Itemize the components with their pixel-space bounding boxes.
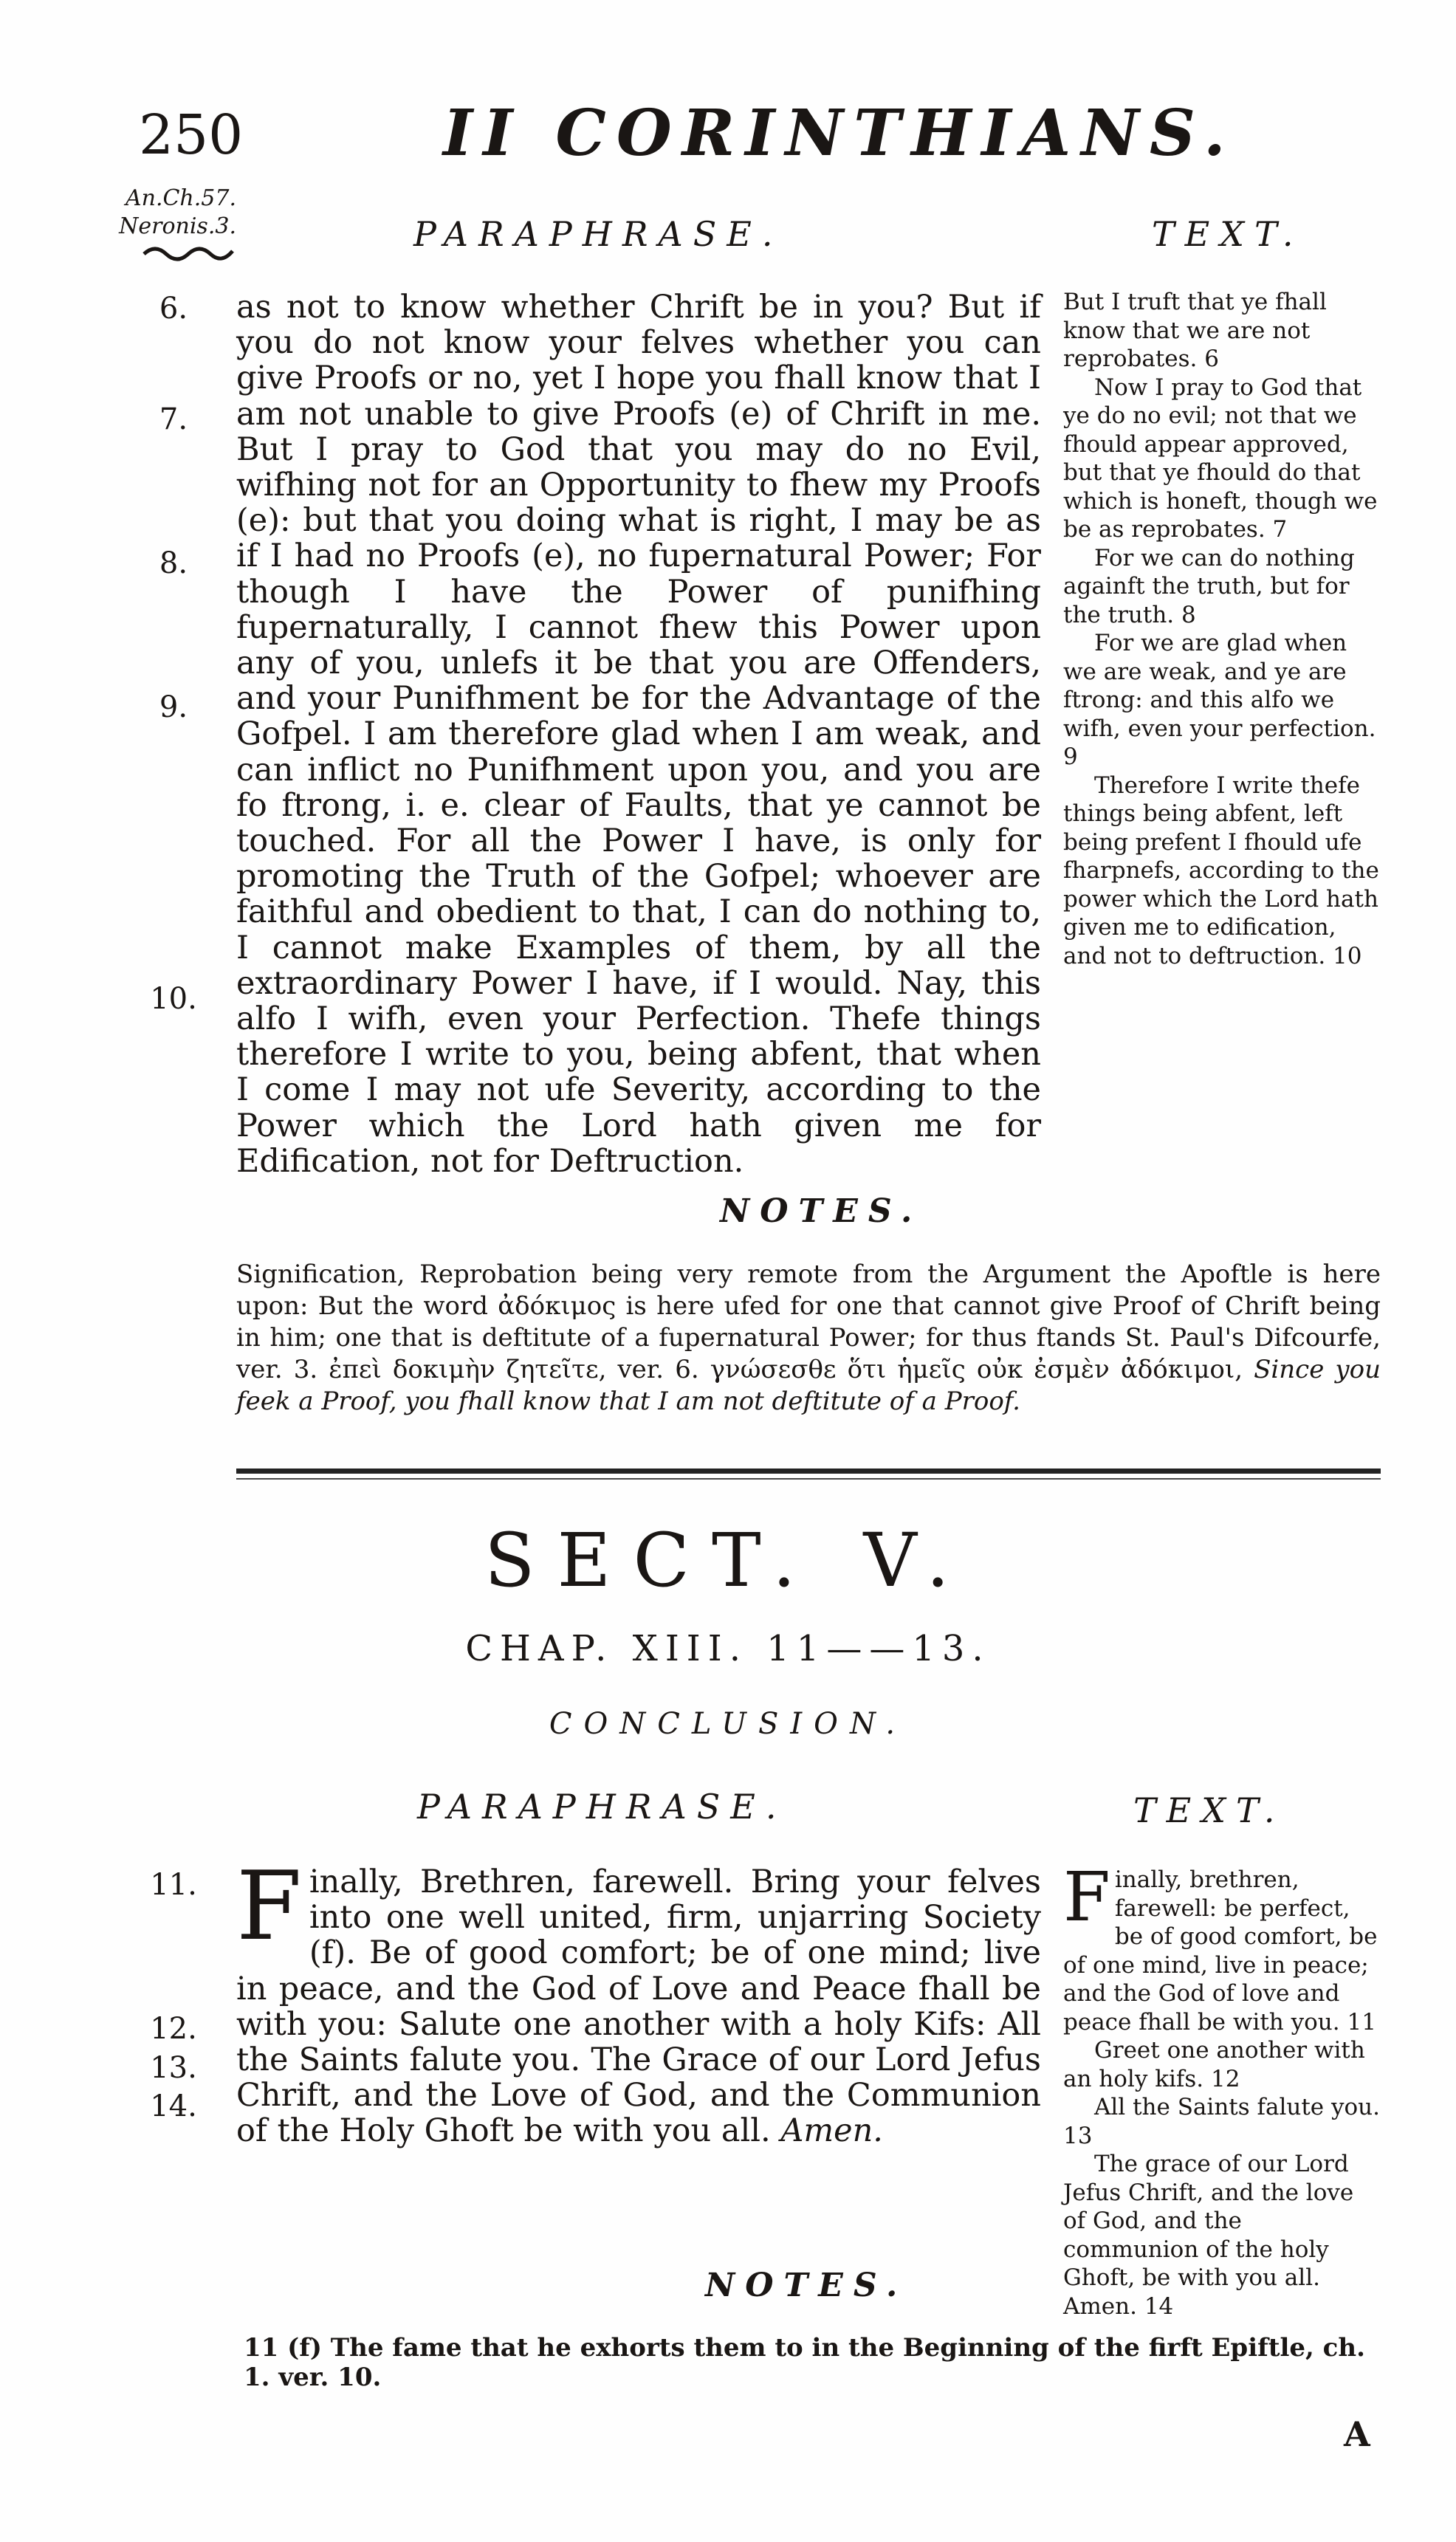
- verse-number-9: 9.: [159, 690, 188, 724]
- text-verse-body: Now I pray to God that ye do no evil; not that we fhould appear approved, but that ye fhould do that which is honeft, though we be as reprobates.: [1063, 374, 1378, 543]
- paraphrase-text: as not to know whether Chrift be in you? But if you do not know your felves whether you can give Proofs or no, yet I hope you fhall know that I am not unable to give Proofs (e) of Chrift in me. But I pray to God that you may do no Evil, wifhing not for an Opportunity to fhew my Proofs (e): but that you doing what is right, I may be as if I had no Proofs (e), no fupernatural Power; For though I have the Power of punifhing fupernaturally, I cannot fhew this Power upon any of you, unlefs it be that you are Offenders, and your Punifhment be for the Advantage of the Gofpel. I am therefore glad when I am weak, and can inflict no Punifhment upon you, and you are fo ftrong, i. e. clear of Faults, that ye cannot be touched. For all the Power I have, is only for promoting the Truth of the Gofpel; whoever are faithful and obedient to that, I can do nothing to, I cannot make Examples of them, by all the extraordinary Power I have, if I would. Nay, this alfo I wifh, even your Perfection. Thefe things therefore I write to you, being abfent, that when I come I may not ufe Severity, according to the Power which the Lord hath given me for Edification, not for Deftruction.: [236, 289, 1041, 1180]
- verse-number-10: 10.: [150, 982, 197, 1016]
- paraphrase-body-2: inally, Brethren, farewell. Bring your felves into one well united, firm, unjarring Society (f). Be of good comfort; be of one mind; live in peace, and the God of Love and Peace fhall be with you: Salute one another with a holy Kifs: All the Saints falute you. The Grace of our Lord Jefus Chrift, and the Love of God, and the Communion of the Holy Ghoft be with you all.: [236, 1863, 1041, 2150]
- section-rule-thin: [236, 1478, 1381, 1480]
- running-title: II CORINTHIANS.: [443, 96, 1236, 171]
- paraphrase-heading: PARAPHRASE.: [413, 214, 783, 254]
- text-verse-body: For we are glad when we are weak, and ye are ftrong: and this alfo we wifh, even your perfection.: [1063, 630, 1376, 742]
- text-verse: [1063, 629, 1381, 772]
- text-drop-cap: F: [1063, 1858, 1110, 1937]
- text-verse-number: 9: [1063, 743, 1078, 770]
- verse-number-7: 7.: [159, 402, 188, 436]
- text-heading-2: TEXT.: [1133, 1790, 1285, 1830]
- text-verse: [1063, 2036, 1381, 2093]
- margin-date-year: An.Ch.57.: [125, 185, 236, 211]
- text-verse-body: But I truft that ye fhall know that we are not reprobates.: [1063, 289, 1327, 372]
- text-verse-number: 8: [1181, 601, 1196, 628]
- text-verse-number: 7: [1272, 516, 1288, 543]
- notes-text: [236, 1259, 1381, 1418]
- text-verse-number: 13: [1063, 2122, 1093, 2149]
- page-number: 250: [139, 103, 244, 167]
- paraphrase-column-2: [236, 1852, 1041, 2150]
- text-verse: [1063, 544, 1381, 630]
- text-verse-body: The grace of our Lord Jefus Chrift, and the love of God, and the communion of the holy Ghoft, be with you all. Amen.: [1063, 2151, 1354, 2320]
- conclusion-title: CONCLUSION.: [549, 1707, 907, 1741]
- verse-number-8: 8.: [159, 546, 188, 580]
- catchword: A: [1344, 2414, 1370, 2454]
- chapter-title: CHAP. XIII. 11——13.: [465, 1628, 991, 1669]
- verse-number-6: 6.: [159, 292, 188, 326]
- footnote-marker: 11 (f): [244, 2333, 322, 2363]
- footnote: [244, 2333, 1395, 2392]
- text-verse-body: For we can do nothing againft the truth, but for the truth.: [1063, 544, 1355, 628]
- paraphrase-heading-2: PARAPHRASE.: [417, 1787, 787, 1827]
- text-heading: TEXT.: [1152, 214, 1304, 254]
- margin-date: [103, 185, 236, 241]
- notes-heading-2: NOTES.: [705, 2267, 908, 2304]
- text-verse: [1063, 2093, 1381, 2150]
- text-verse-number: 6: [1204, 346, 1219, 372]
- text-verse: [1063, 374, 1381, 544]
- text-verse-number: 11: [1347, 2008, 1376, 2036]
- text-verse-body: Greet one another with an holy kifs.: [1063, 2037, 1365, 2092]
- text-verse: [1063, 2150, 1381, 2321]
- drop-cap: F: [236, 1852, 302, 1962]
- ornament-icon: [140, 241, 236, 263]
- text-verse-number: 10: [1333, 942, 1362, 969]
- text-verse-number: 14: [1144, 2292, 1174, 2320]
- text-verse-number: 12: [1211, 2065, 1240, 2092]
- notes-heading: NOTES.: [720, 1192, 923, 1230]
- text-verse-body: All the Saints falute you.: [1094, 2094, 1381, 2120]
- text-verse: [1063, 288, 1381, 374]
- section-title: SECT. V.: [484, 1517, 972, 1604]
- verse-number-13: 13.: [150, 2051, 197, 2085]
- notes-italic: Since you feek a Proof, you fhall know that I am not deftitute of a Proof.: [236, 1355, 1381, 1416]
- section-rule: [236, 1468, 1381, 1474]
- paraphrase-amen: Amen.: [780, 2112, 883, 2150]
- verse-number-11: 11.: [150, 1868, 197, 1902]
- paraphrase-text-2: [236, 1852, 1041, 2150]
- footnote-body: The fame that he exhorts them to in the Beginning of the firft Epiftle, ch. 1. ver. 10.: [244, 2333, 1365, 2392]
- text-column: [1063, 288, 1381, 970]
- notes-body: Signification, Reprobation being very remote from the Argument the Apoftle is here upon: But the word ἀδόκιμος is here ufed for one that cannot give Proof of Chrift being in him; one that is deftitute of a fupernatural Power; for thus ftands St. Paul's Difcourfe, ver. 3. ἐπεὶ δοκιμὴν ζητεῖτε, ver. 6. γνώσεσθε ὅτι ἡμεῖς οὐκ ἐσμὲν ἀδόκιμοι,: [236, 1260, 1381, 1384]
- text-verse: [1063, 772, 1381, 971]
- text-verse-body: Therefore I write thefe things being abfent, left being prefent I fhould ufe fharpnefs, according to the power which the Lord hath given me to edification, and not to deftruction.: [1063, 772, 1379, 969]
- text-verse-body: inally, brethren, farewell: be perfect, be of good comfort, be of one mind, live in peace; and the God of love and peace fhall be with you.: [1063, 1866, 1378, 2036]
- margin-date-reign: Neronis.3.: [119, 213, 236, 239]
- text-verse: [1063, 1858, 1381, 2036]
- verse-number-14: 14.: [150, 2089, 197, 2123]
- paraphrase-column: [236, 289, 1041, 1179]
- text-column-2: [1063, 1858, 1381, 2321]
- verse-number-12: 12.: [150, 2012, 197, 2046]
